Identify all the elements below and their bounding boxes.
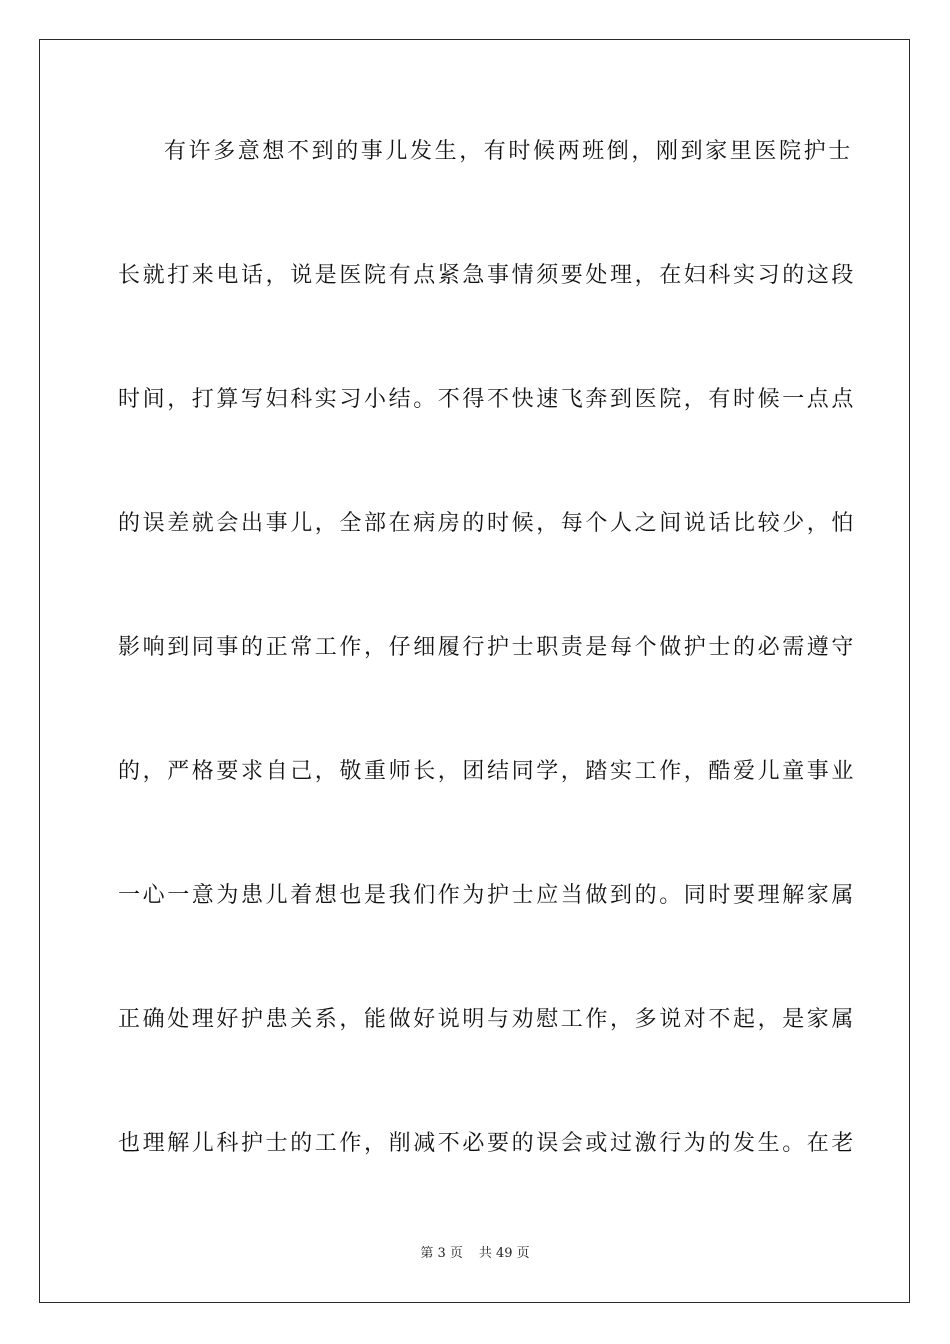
- body-text-line: 也理解儿科护士的工作，削减不必要的误会或过激行为的发生。在老: [118, 1131, 857, 1156]
- body-text-line: 长就打来电话，说是医院有点紧急事情须要处理，在妇科实习的这段: [118, 263, 857, 288]
- body-text-line: 影响到同事的正常工作，仔细履行护士职责是每个做护士的必需遵守: [118, 635, 857, 660]
- body-text-line: 一心一意为患儿着想也是我们作为护士应当做到的。同时要理解家属: [118, 883, 857, 908]
- body-text-line: 有许多意想不到的事儿发生，有时候两班倒，刚到家里医院护士: [164, 139, 853, 164]
- page-footer: [0, 1245, 950, 1263]
- body-text-line: 的误差就会出事儿，全部在病房的时候，每个人之间说话比较少，怕: [118, 511, 857, 536]
- page-number: 第 3 页: [420, 1246, 463, 1261]
- page-border: [39, 39, 910, 1303]
- body-text-line: 时间，打算写妇科实习小结。不得不快速飞奔到医院，有时候一点点: [118, 387, 857, 412]
- body-text-line: 的，严格要求自己，敬重师长，团结同学，踏实工作，酷爱儿童事业: [118, 759, 857, 784]
- page-total: 共 49 页: [478, 1246, 530, 1261]
- body-text-line: 正确处理好护患关系，能做好说明与劝慰工作，多说对不起，是家属: [118, 1007, 857, 1032]
